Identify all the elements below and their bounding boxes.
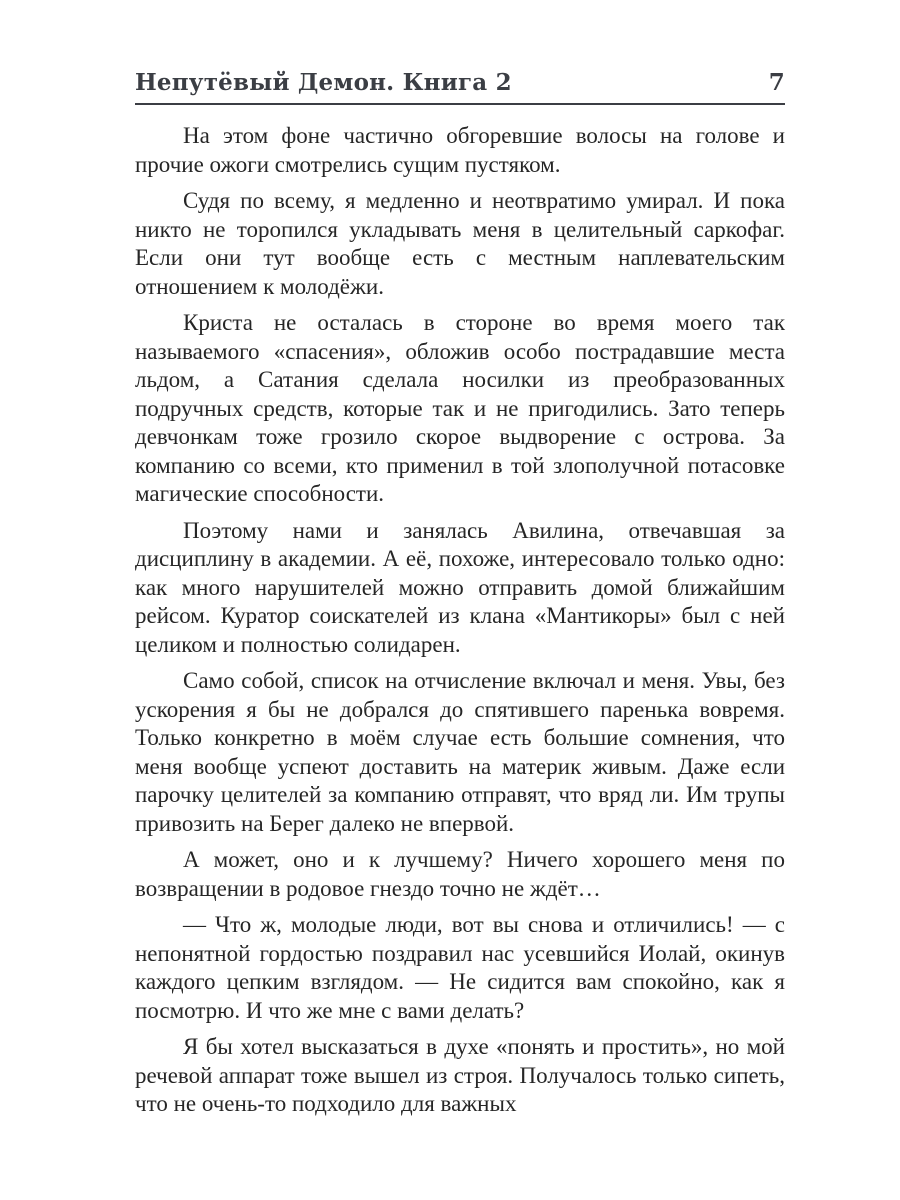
- page-header: [135, 70, 785, 96]
- paragraph: Я бы хотел высказаться в духе «понять и простить», но мой речевой аппарат тоже вышел из строя. Получалось только сипеть, что не очень-то подходило для важных: [135, 1034, 785, 1116]
- header-rule: [135, 103, 785, 105]
- paragraph: Криста не осталась в стороне во время моего так называемого «спасения», обложив особо пострадавшие места льдом, а Сатания сделала носилки из преобразованных подручных средств, которые так и не пригодились. Зато теперь девчонкам тоже грозило скорое выдворение с острова. За компанию со всеми, кто применил в той злополучной потасовке магические способности.: [135, 310, 785, 506]
- paragraph: Поэтому нами и занялась Авилина, отвечавшая за дисциплину в академии. А её, похоже, интересовало только одно: как много нарушителей можно отправить домой ближайшим рейсом. Куратор соискателей из клана «Мантикоры» был с ней целиком и полностью солидарен.: [135, 517, 785, 657]
- paragraph: Судя по всему, я медленно и неотвратимо умирал. И пока никто не торопился укладывать меня в целительный саркофаг. Если они тут вообще есть с местным наплевательским отношением к молодёжи.: [135, 188, 785, 299]
- paragraph: Само собой, список на отчисление включал и меня. Увы, без ускорения я бы не добрался до спятившего паренька вовремя. Только конкретно в моём случае есть большие сомнения, что меня вообще успеют доставить на материк живым. Даже если парочку целителей за компанию отправят, что вряд ли. Им трупы привозить на Берег далеко не впервой.: [135, 668, 785, 836]
- page-number: 7: [768, 69, 785, 96]
- text-body: [135, 122, 785, 1119]
- paragraph: А может, оно и к лучшему? Ничего хорошего меня по возвращении в родовое гнездо точно не ждёт…: [135, 847, 785, 901]
- book-title: Непутёвый Демон. Книга 2: [135, 69, 512, 96]
- paragraph: На этом фоне частично обгоревшие волосы на голове и прочие ожоги смотрелись сущим пустяком.: [135, 123, 785, 177]
- paragraph: — Что ж, молодые люди, вот вы снова и отличились! — с непонятной гордостью поздравил нас усевшийся Иолай, окинув каждого цепким взглядом. — Не сидится вам спокойно, как я посмотрю. И что же мне с вами делать?: [135, 912, 785, 1023]
